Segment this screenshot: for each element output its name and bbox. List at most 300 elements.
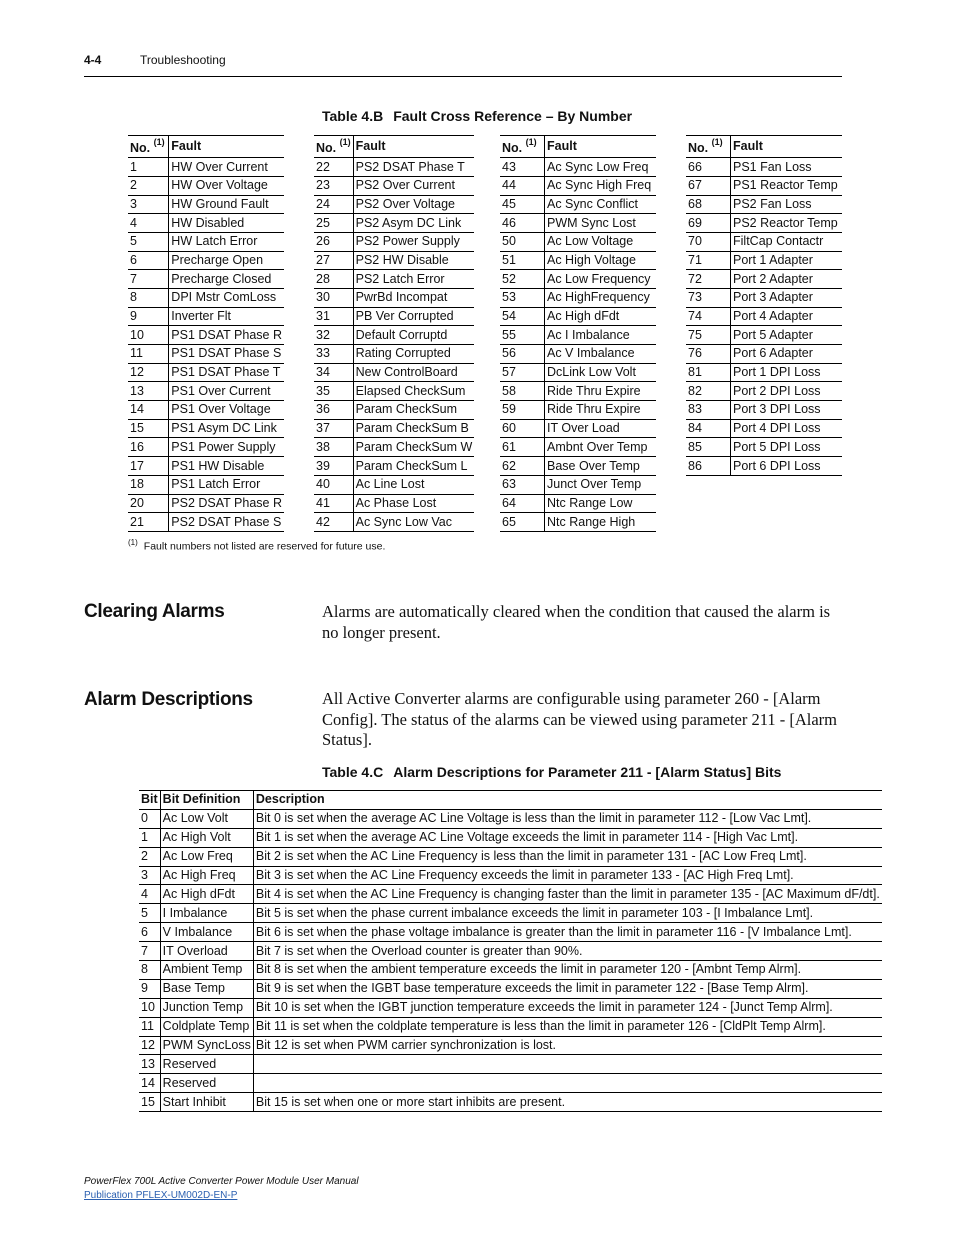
fault-name: Ac Sync Low Freq — [545, 158, 657, 177]
fault-name: Ntc Range High — [545, 513, 657, 532]
table-row — [686, 288, 842, 307]
fault-name: Ac Line Lost — [353, 475, 474, 494]
caption-title: Alarm Descriptions for Parameter 211 - [Alarm Status] Bits — [393, 764, 782, 780]
fault-name: PS1 Latch Error — [169, 475, 284, 494]
fault-name: Port 5 Adapter — [731, 326, 843, 345]
table-row — [314, 401, 474, 420]
table-header-row — [314, 136, 474, 158]
table-row — [139, 923, 882, 942]
fault-name: Ride Thru Expire — [545, 382, 657, 401]
table-row — [314, 176, 474, 195]
bit-number: 2 — [139, 847, 160, 866]
bit-number: 9 — [139, 979, 160, 998]
bit-definition: Coldplate Temp — [160, 1017, 253, 1036]
bit-number: 11 — [139, 1017, 160, 1036]
table-row — [500, 195, 656, 214]
table-row — [500, 176, 656, 195]
bit-description: Bit 4 is set when the AC Line Frequency is changing faster than the limit in parameter 135 - [AC Maximum dF/dt]. — [253, 885, 881, 904]
fault-number: 22 — [314, 158, 353, 177]
fault-name: PS1 Over Voltage — [169, 401, 284, 420]
fault-name: HW Ground Fault — [169, 195, 284, 214]
section-title: Troubleshooting — [140, 53, 226, 67]
fault-number: 50 — [500, 232, 545, 251]
table-row — [139, 904, 882, 923]
fault-number: 54 — [500, 307, 545, 326]
table-row — [139, 809, 882, 828]
fault-number: 36 — [314, 401, 353, 420]
fault-number: 16 — [128, 438, 169, 457]
bit-number: 13 — [139, 1055, 160, 1074]
fault-name: Precharge Closed — [169, 270, 284, 289]
bit-description — [253, 1055, 881, 1074]
alarm-table-caption — [322, 764, 781, 780]
fault-number: 42 — [314, 513, 353, 532]
fault-number: 37 — [314, 419, 353, 438]
fault-name: Ac V Imbalance — [545, 345, 657, 364]
col-fault: Fault — [545, 136, 657, 158]
fault-number: 2 — [128, 176, 169, 195]
table-row — [314, 251, 474, 270]
fault-name: PS1 DSAT Phase T — [169, 363, 284, 382]
bit-description: Bit 11 is set when the coldplate temperature is less than the limit in parameter 126 - [CldPlt Temp Alrm]. — [253, 1017, 881, 1036]
col-no-label: No. — [316, 141, 337, 156]
col-bit: Bit — [139, 791, 160, 810]
footnote-mark: (1) — [128, 538, 138, 547]
fault-name: Port 3 Adapter — [731, 288, 843, 307]
fault-footnote — [128, 538, 385, 553]
table-row — [128, 251, 284, 270]
table-row — [314, 457, 474, 476]
table-row — [314, 195, 474, 214]
table-row — [500, 363, 656, 382]
fault-name: Param CheckSum W — [353, 438, 474, 457]
bit-description: Bit 3 is set when the AC Line Frequency exceeds the limit in parameter 133 - [AC High Freq Lmt]. — [253, 866, 881, 885]
fault-name: Param CheckSum B — [353, 419, 474, 438]
fault-name: PS2 Asym DC Link — [353, 214, 474, 233]
fault-number: 4 — [128, 214, 169, 233]
fault-name: PS2 Fan Loss — [731, 195, 843, 214]
bit-description: Bit 0 is set when the average AC Line Voltage is less than the limit in parameter 112 - [Low Vac Lmt]. — [253, 809, 881, 828]
table-row — [139, 1074, 882, 1093]
fault-number: 60 — [500, 419, 545, 438]
page-number: 4-4 — [84, 53, 102, 67]
bit-number: 10 — [139, 998, 160, 1017]
col-no-label: No. — [502, 141, 523, 156]
fault-number: 59 — [500, 401, 545, 420]
fault-name: Ac I Imbalance — [545, 326, 657, 345]
bit-description: Bit 9 is set when the IGBT base temperature exceeds the limit in parameter 122 - [Base Temp Alrm]. — [253, 979, 881, 998]
table-row — [139, 1093, 882, 1112]
fault-name: Ac Sync High Freq — [545, 176, 657, 195]
publication-link[interactable]: Publication PFLEX-UM002D-EN-P — [84, 1190, 238, 1201]
table-row — [314, 513, 474, 532]
table-row — [500, 419, 656, 438]
col-fault: Fault — [731, 136, 843, 158]
fault-number: 34 — [314, 363, 353, 382]
fault-name: HW Latch Error — [169, 232, 284, 251]
fault-name: PS1 DSAT Phase S — [169, 345, 284, 364]
fault-name: PS2 Power Supply — [353, 232, 474, 251]
table-row — [500, 232, 656, 251]
col-no — [128, 136, 169, 158]
fault-number: 57 — [500, 363, 545, 382]
fault-number: 41 — [314, 494, 353, 513]
fault-number: 12 — [128, 363, 169, 382]
fault-number: 8 — [128, 288, 169, 307]
bit-description: Bit 1 is set when the average AC Line Voltage exceeds the limit in parameter 114 - [High Vac Lmt]. — [253, 828, 881, 847]
fault-number: 11 — [128, 345, 169, 364]
fault-number: 33 — [314, 345, 353, 364]
fault-name: Port 4 DPI Loss — [731, 419, 843, 438]
table-row — [686, 326, 842, 345]
table-row — [139, 998, 882, 1017]
fault-number: 17 — [128, 457, 169, 476]
fault-name: PS2 HW Disable — [353, 251, 474, 270]
fault-number: 18 — [128, 475, 169, 494]
table-row — [139, 828, 882, 847]
clearing-alarms-text: Alarms are automatically cleared when the condition that caused the alarm is no longer present. — [322, 602, 831, 642]
bit-definition: Junction Temp — [160, 998, 253, 1017]
table-row — [686, 270, 842, 289]
fault-name: FiltCap Contactr — [731, 232, 843, 251]
bit-number: 7 — [139, 942, 160, 961]
bit-description — [253, 1074, 881, 1093]
caption-title: Fault Cross Reference – By Number — [393, 108, 633, 124]
fault-number: 30 — [314, 288, 353, 307]
fault-number: 26 — [314, 232, 353, 251]
bit-number: 8 — [139, 961, 160, 980]
table-row — [314, 214, 474, 233]
table-row — [500, 513, 656, 532]
fault-name: Port 1 Adapter — [731, 251, 843, 270]
fault-number: 82 — [686, 382, 731, 401]
table-row — [139, 979, 882, 998]
table-row — [500, 382, 656, 401]
fault-number: 27 — [314, 251, 353, 270]
table-row — [128, 158, 284, 177]
bit-definition: Reserved — [160, 1074, 253, 1093]
bit-definition: IT Overload — [160, 942, 253, 961]
bit-description: Bit 8 is set when the ambient temperature exceeds the limit in parameter 120 - [Ambnt Temp Alrm]. — [253, 961, 881, 980]
fault-number: 24 — [314, 195, 353, 214]
fault-number: 67 — [686, 176, 731, 195]
table-row — [314, 494, 474, 513]
table-row — [314, 345, 474, 364]
fault-table-2 — [314, 135, 474, 532]
fault-number: 7 — [128, 270, 169, 289]
fault-number: 15 — [128, 419, 169, 438]
fault-number: 23 — [314, 176, 353, 195]
fault-name: Ac Low Frequency — [545, 270, 657, 289]
table-row — [128, 363, 284, 382]
fault-name: HW Disabled — [169, 214, 284, 233]
bit-definition: Ambient Temp — [160, 961, 253, 980]
table-row — [686, 176, 842, 195]
table-row — [128, 326, 284, 345]
fault-number: 83 — [686, 401, 731, 420]
bit-definition: Ac High Freq — [160, 866, 253, 885]
bit-definition: Ac Low Volt — [160, 809, 253, 828]
table-row — [128, 457, 284, 476]
page-footer — [84, 1175, 359, 1203]
table-row — [686, 345, 842, 364]
col-fault: Fault — [169, 136, 284, 158]
fault-number: 5 — [128, 232, 169, 251]
table-row — [500, 251, 656, 270]
fault-number: 6 — [128, 251, 169, 270]
fault-number: 45 — [500, 195, 545, 214]
table-row — [314, 232, 474, 251]
fault-name: PS1 Fan Loss — [731, 158, 843, 177]
fault-number: 85 — [686, 438, 731, 457]
fault-name: Elapsed CheckSum — [353, 382, 474, 401]
table-row — [500, 158, 656, 177]
bit-definition: Reserved — [160, 1055, 253, 1074]
table-row — [314, 326, 474, 345]
fault-name: Port 6 Adapter — [731, 345, 843, 364]
fault-name: PS1 Over Current — [169, 382, 284, 401]
table-row — [686, 457, 842, 476]
fault-number: 40 — [314, 475, 353, 494]
fault-name: Precharge Open — [169, 251, 284, 270]
table-row — [139, 847, 882, 866]
fault-number: 32 — [314, 326, 353, 345]
fault-number: 9 — [128, 307, 169, 326]
bit-description: Bit 12 is set when PWM carrier synchronization is lost. — [253, 1036, 881, 1055]
fault-number: 65 — [500, 513, 545, 532]
table-row — [500, 270, 656, 289]
bit-description: Bit 5 is set when the phase current imbalance exceeds the limit in parameter 103 - [I Imbalance Lmt]. — [253, 904, 881, 923]
bit-description: Bit 6 is set when the phase voltage imbalance is greater than the limit in parameter 116 - [V Imbalance Lmt]. — [253, 923, 881, 942]
table-row — [686, 307, 842, 326]
fault-name: Ac HighFrequency — [545, 288, 657, 307]
table-row — [139, 1017, 882, 1036]
fault-name: PS2 DSAT Phase S — [169, 513, 284, 532]
fault-number: 13 — [128, 382, 169, 401]
fault-number: 84 — [686, 419, 731, 438]
col-description: Description — [253, 791, 881, 810]
fault-name: PS2 Over Current — [353, 176, 474, 195]
fault-number: 68 — [686, 195, 731, 214]
fault-name: Rating Corrupted — [353, 345, 474, 364]
table-row — [139, 866, 882, 885]
bit-number: 4 — [139, 885, 160, 904]
bit-number: 1 — [139, 828, 160, 847]
fault-number: 74 — [686, 307, 731, 326]
fault-number: 20 — [128, 494, 169, 513]
table-row — [314, 438, 474, 457]
fault-number: 28 — [314, 270, 353, 289]
table-header-row — [139, 791, 882, 810]
table-row — [500, 438, 656, 457]
alarm-descriptions-heading: Alarm Descriptions — [84, 689, 253, 710]
bit-number: 15 — [139, 1093, 160, 1112]
fault-number: 3 — [128, 195, 169, 214]
fault-number: 25 — [314, 214, 353, 233]
fault-name: PS2 DSAT Phase T — [353, 158, 474, 177]
bit-definition: Start Inhibit — [160, 1093, 253, 1112]
fault-name: Ambnt Over Temp — [545, 438, 657, 457]
table-row — [139, 1036, 882, 1055]
bit-number: 12 — [139, 1036, 160, 1055]
col-bit-definition: Bit Definition — [160, 791, 253, 810]
table-row — [128, 195, 284, 214]
table-row — [128, 345, 284, 364]
table-row — [500, 326, 656, 345]
fault-name: PS1 DSAT Phase R — [169, 326, 284, 345]
fault-name: PS1 Asym DC Link — [169, 419, 284, 438]
table-row — [314, 363, 474, 382]
fault-number: 44 — [500, 176, 545, 195]
bit-number: 0 — [139, 809, 160, 828]
fault-name: PS2 Latch Error — [353, 270, 474, 289]
fault-name: Port 3 DPI Loss — [731, 401, 843, 420]
table-row — [686, 195, 842, 214]
fault-number: 46 — [500, 214, 545, 233]
table-row — [500, 401, 656, 420]
page-header — [84, 52, 842, 77]
fault-name: Param CheckSum L — [353, 457, 474, 476]
table-header-row — [500, 136, 656, 158]
fault-number: 63 — [500, 475, 545, 494]
table-row — [128, 475, 284, 494]
bit-number: 14 — [139, 1074, 160, 1093]
fault-name: PS2 Over Voltage — [353, 195, 474, 214]
table-row — [500, 214, 656, 233]
table-row — [128, 494, 284, 513]
fault-number: 14 — [128, 401, 169, 420]
bit-description: Bit 10 is set when the IGBT junction temperature exceeds the limit in parameter 124 - [Junct Temp Alrm]. — [253, 998, 881, 1017]
table-row — [314, 270, 474, 289]
fault-number: 38 — [314, 438, 353, 457]
fault-number: 62 — [500, 457, 545, 476]
bit-definition: Ac High Volt — [160, 828, 253, 847]
bit-number: 3 — [139, 866, 160, 885]
table-row — [128, 307, 284, 326]
table-row — [686, 251, 842, 270]
bit-definition: Ac High dFdt — [160, 885, 253, 904]
table-row — [139, 1055, 882, 1074]
table-row — [314, 475, 474, 494]
table-row — [500, 494, 656, 513]
fault-number: 75 — [686, 326, 731, 345]
fault-number: 53 — [500, 288, 545, 307]
fault-number: 58 — [500, 382, 545, 401]
table-row — [139, 942, 882, 961]
fault-name: Port 1 DPI Loss — [731, 363, 843, 382]
manual-title: PowerFlex 700L Active Converter Power Module User Manual — [84, 1176, 359, 1187]
bit-number: 6 — [139, 923, 160, 942]
fault-number: 81 — [686, 363, 731, 382]
fault-number: 70 — [686, 232, 731, 251]
fault-name: Port 6 DPI Loss — [731, 457, 843, 476]
fault-number: 51 — [500, 251, 545, 270]
fault-name: Port 4 Adapter — [731, 307, 843, 326]
fault-name: Ride Thru Expire — [545, 401, 657, 420]
table-row — [128, 513, 284, 532]
table-row — [686, 232, 842, 251]
fault-name: PwrBd Incompat — [353, 288, 474, 307]
col-no-label: No. — [130, 141, 151, 156]
fault-number: 73 — [686, 288, 731, 307]
fault-number: 72 — [686, 270, 731, 289]
footnote-ref: (1) — [525, 137, 537, 147]
fault-number: 86 — [686, 457, 731, 476]
table-row — [128, 401, 284, 420]
table-row — [128, 382, 284, 401]
footnote-ref: (1) — [153, 137, 165, 147]
caption-number: Table 4.B — [322, 108, 384, 124]
footnote-ref: (1) — [339, 137, 351, 147]
bit-definition: Ac Low Freq — [160, 847, 253, 866]
fault-number: 61 — [500, 438, 545, 457]
col-no — [686, 136, 731, 158]
bit-description: Bit 7 is set when the Overload counter is greater than 90%. — [253, 942, 881, 961]
table-row — [314, 419, 474, 438]
fault-name: Base Over Temp — [545, 457, 657, 476]
fault-name: Ac High Voltage — [545, 251, 657, 270]
fault-name: PS2 Reactor Temp — [731, 214, 843, 233]
table-row — [128, 214, 284, 233]
table-row — [686, 419, 842, 438]
fault-name: Ac Phase Lost — [353, 494, 474, 513]
table-row — [128, 232, 284, 251]
fault-table-3 — [500, 135, 656, 532]
bit-definition: V Imbalance — [160, 923, 253, 942]
bit-description: Bit 15 is set when one or more start inhibits are present. — [253, 1093, 881, 1112]
fault-number: 71 — [686, 251, 731, 270]
col-no — [314, 136, 353, 158]
alarm-descriptions-text: All Active Converter alarms are configurable using parameter 260 - [Alarm Config]. The status of the alarms can be viewed using parameter 211 - [Alarm Status]. — [322, 689, 838, 749]
fault-name: IT Over Load — [545, 419, 657, 438]
fault-name: Ac High dFdt — [545, 307, 657, 326]
fault-name: Port 2 Adapter — [731, 270, 843, 289]
table-row — [128, 288, 284, 307]
table-row — [314, 382, 474, 401]
table-row — [314, 307, 474, 326]
bit-number: 5 — [139, 904, 160, 923]
fault-table-caption — [322, 108, 632, 124]
fault-name: Default Corruptd — [353, 326, 474, 345]
footnote-text: Fault numbers not listed are reserved for future use. — [143, 540, 386, 553]
col-no-label: No. — [688, 141, 709, 156]
fault-name: HW Over Voltage — [169, 176, 284, 195]
table-row — [314, 158, 474, 177]
fault-number: 64 — [500, 494, 545, 513]
bit-definition: PWM SyncLoss — [160, 1036, 253, 1055]
fault-number: 31 — [314, 307, 353, 326]
table-row — [686, 214, 842, 233]
fault-name: DPI Mstr ComLoss — [169, 288, 284, 307]
table-header-row — [686, 136, 842, 158]
table-row — [500, 307, 656, 326]
table-row — [500, 345, 656, 364]
bit-definition: I Imbalance — [160, 904, 253, 923]
table-row — [500, 475, 656, 494]
fault-name: PS1 HW Disable — [169, 457, 284, 476]
table-row — [686, 438, 842, 457]
alarm-status-table — [139, 790, 882, 1112]
table-row — [128, 419, 284, 438]
fault-name: PS1 Power Supply — [169, 438, 284, 457]
fault-name: Port 2 DPI Loss — [731, 382, 843, 401]
fault-table-1 — [128, 135, 284, 532]
fault-table-4 — [686, 135, 842, 476]
fault-number: 21 — [128, 513, 169, 532]
fault-number: 35 — [314, 382, 353, 401]
table-row — [139, 961, 882, 980]
table-row — [128, 176, 284, 195]
